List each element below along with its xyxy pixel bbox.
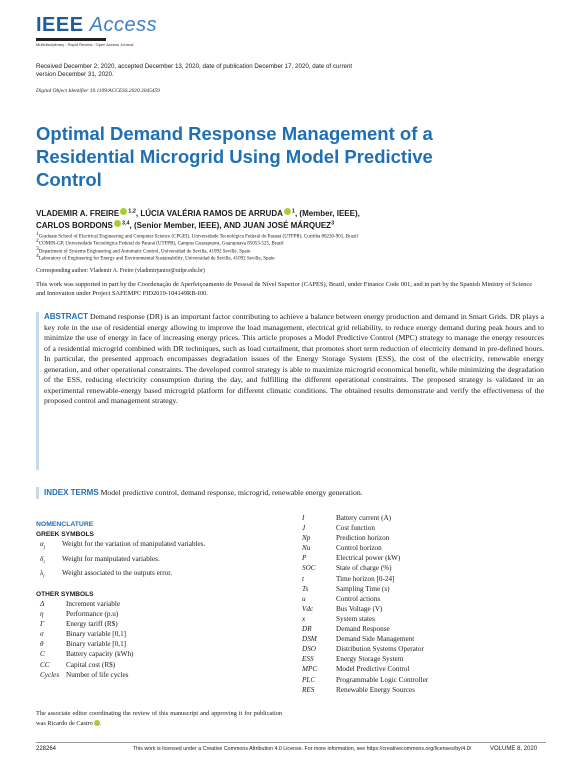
author-name: VLADEMIR A. FREIRE: [36, 209, 120, 218]
symbol-row: [40, 639, 133, 649]
author-name: CARLOS BORDONS: [36, 221, 113, 230]
symbol: ESS: [302, 655, 314, 664]
greek-symbol-list: [40, 539, 205, 583]
symbol: $\lambda_i$: [40, 569, 45, 580]
orcid-icon[interactable]: [284, 208, 291, 215]
author-affil-sup: 1,2: [128, 208, 136, 215]
index-terms-heading: INDEX TERMS: [44, 488, 99, 497]
editor-note: The associate editor coordinating the review of this manuscript and approving it for publication was Ricardo de Castro .: [36, 710, 282, 727]
symbol-row: [40, 609, 133, 619]
doi-line[interactable]: Digital Object Identifier 10.1109/ACCESS.2020.3045459: [36, 88, 160, 94]
symbol-description: Sampling Time (s): [336, 584, 390, 593]
symbol-row: [40, 568, 205, 583]
symbol-row: [302, 604, 428, 614]
symbol: t: [302, 574, 304, 583]
symbol-row: [40, 670, 133, 680]
symbol-row: [302, 543, 428, 553]
journal-logo: [36, 14, 157, 37]
abstract-accent-bar: [36, 312, 39, 470]
symbol-description: Time horizon [0-24]: [336, 574, 395, 583]
symbol: Nu: [302, 544, 311, 553]
symbol: J: [302, 524, 306, 533]
author-affil-sup: 3: [331, 220, 335, 227]
right-symbol-list: [302, 513, 428, 695]
symbol-description: Control horizon: [336, 544, 382, 553]
nomenclature-heading: NOMENCLATURE: [36, 521, 94, 528]
symbol-row: [302, 594, 428, 604]
symbol-row: [40, 649, 133, 659]
logo-underline: [36, 38, 106, 41]
logo-accent-text: Access: [89, 14, 158, 36]
symbol-row: [302, 654, 428, 664]
abstract: [44, 312, 544, 407]
symbol: P: [302, 554, 307, 563]
symbol: I: [302, 514, 305, 522]
symbol-description: Model Predictive Control: [336, 665, 410, 674]
symbol: Δ: [40, 600, 45, 608]
symbol: $\delta_i$: [40, 554, 45, 565]
other-symbols-heading: OTHER SYMBOLS: [36, 591, 94, 598]
author-affil-sup: 3,4: [121, 220, 130, 227]
symbol-description: Demand Response: [336, 625, 390, 634]
symbol: u: [302, 594, 306, 603]
symbol-description: Renewable Energy Sources: [336, 685, 415, 694]
symbol-row: [302, 553, 428, 563]
symbol-description: Performance (p.u): [66, 610, 119, 619]
symbol-description: Demand Side Management: [336, 635, 415, 644]
symbol: $\alpha_j$: [40, 540, 46, 551]
symbol-row: [40, 554, 205, 569]
symbol-description: Weight for manipulated variables.: [62, 554, 160, 563]
symbol-description: Energy tariff (R$): [66, 620, 118, 629]
symbol-row: [302, 664, 428, 674]
publication-dates: Received December 2, 2020, accepted December 13, 2020, date of publication December 17, 2020, date of current version December 31, 2020.: [36, 63, 353, 79]
affiliation: $^2$COMIN-GP, Universidade Tecnológica Federal do Paraná (UTFPR), Campus Guarapuava, Guarapuava 85053-525, Brazil: [36, 238, 284, 247]
author-role: , (Member, IEEE),: [294, 209, 360, 218]
index-terms-text: Model predictive control, demand response, microgrid, renewable energy generation.: [100, 488, 363, 497]
orcid-icon[interactable]: [94, 720, 100, 726]
symbol-description: Programmable Logic Controller: [336, 675, 429, 684]
symbol: Ts: [302, 584, 309, 593]
symbol-description: Bus Voltage (V): [336, 604, 383, 613]
symbol-description: Binary variable [0,1]: [66, 630, 127, 639]
symbol: σ: [40, 630, 44, 639]
symbol-row: [302, 675, 428, 685]
symbol: Γ: [40, 620, 45, 629]
symbol-description: State of charge (%): [336, 564, 392, 573]
symbol-row: [302, 574, 428, 584]
symbol: Vdc: [302, 604, 314, 613]
logo-tagline: Multidisciplinary : Rapid Review : Open Access Journal: [36, 42, 134, 47]
symbol-row: [302, 563, 428, 573]
symbol-description: Battery capacity (kWh): [66, 650, 134, 659]
symbol-row: [302, 614, 428, 624]
symbol-row: [40, 619, 133, 629]
symbol-description: Energy Storage System: [336, 655, 404, 664]
symbol: DSM: [302, 635, 317, 644]
symbol: CC: [40, 660, 50, 669]
abstract-text: Demand response (DR) is an important factor contributing to achieve a balance between energy production and demand in Smart Grids. DR plays a key role in the use of residential energy allowing to improve the load management, electrical grid reliability, to reduce energy demand during peak hours and to minimize the use of energy in face of increasing energy prices. This article proposes a Model Predictive Control (MPC) strategy to manage the energy resources of a residential microgrid combined with DR techniques, such as load curtailment, that promotes short term reduction of electricity demand in pre-defined hours. In particular, the presented approach encompasses degradation issues of the Energy Storage System (ESS), the cost of the electricity, renewable energy generation, and other operational constraints. The developed control strategy is able to maximize microgrid economical benefit, while minimizing the degradation of the ESS, reducing electricity consumption during the day, and fulfilling the different operational constraints. The proposed strategy is validated in an experimental renewable-energy based microgrid platform for different climatic conditions. The obtained results demonstrate and verify the effectiveness of the proposed control and management strategy.: [44, 312, 544, 405]
funding-statement: This work was supported in part by the Coordenação de Aperfeiçoamento de Pessoal de Nível Superior (CAPES), Brazil, under Finance Code 001, and in part by the Spanish Ministry of Science and Innovation under Project SAFEMPC PID2019-104149RB-I00.: [36, 281, 533, 297]
symbol-description: Battery current (A): [336, 514, 392, 522]
affiliation: $^3$Department of Systems Engineering and Automatic Control, Universidad de Sevilla, 41092 Seville, Spain: [36, 245, 251, 255]
author-affil-sup: 1: [291, 208, 295, 215]
symbol-row: [40, 660, 133, 670]
symbol: η: [40, 610, 44, 619]
symbol: PLC: [302, 675, 316, 684]
affiliation: $^1$Graduate School of Electrical Engineering and Computer Science (CPGEI), Universidade Tecnológica Federal do Paraná (UTFPR), Curitiba 80230-901, Brazil: [36, 231, 358, 240]
other-symbol-list: [40, 599, 133, 680]
affiliations: [36, 231, 546, 263]
license-notice[interactable]: This work is licensed under a Creative Commons Attribution 4.0 License. For more information, see https://creativecommons.org/licenses/by/4.0/: [132, 746, 472, 752]
symbol: Cycles: [40, 670, 60, 679]
logo-main-text: IEEE: [36, 14, 84, 36]
footer-divider: [36, 742, 546, 743]
author-name: , LÚCIA VALÉRIA RAMOS DE ARRUDA: [135, 209, 283, 218]
symbol-description: Control actions: [336, 594, 381, 603]
affiliation: $^4$Laboratory of Engineering for Energy and Environmental Sustainability, Universidad de Sevilla, 41092 Seville, Spain: [36, 252, 275, 262]
symbol: RES: [302, 685, 315, 694]
symbol-row: [40, 629, 133, 639]
symbol-row: [302, 624, 428, 634]
author-name: , (Senior Member, IEEE), AND JUAN JOSÉ MÁRQUEZ: [129, 221, 332, 230]
symbol-row: [302, 523, 428, 533]
orcid-icon[interactable]: [120, 208, 127, 215]
symbol: x: [302, 614, 306, 623]
symbol-description: System states: [336, 614, 375, 623]
symbol: Np: [302, 534, 311, 543]
paper-title: Optimal Demand Response Management of a Residential Microgrid Using Model Predictive Control: [36, 123, 433, 190]
index-terms: [44, 488, 544, 497]
symbol-description: Weight associated to the outputs error.: [62, 569, 173, 578]
symbol-description: Weight for the variation of manipulated variables.: [62, 540, 206, 548]
symbol-description: Number of life cycles: [66, 670, 129, 679]
symbol-description: Cost function: [336, 524, 375, 533]
symbol-row: [302, 634, 428, 644]
symbol-description: Increment variable: [66, 600, 121, 608]
symbol-row: [302, 644, 428, 654]
symbol-description: Distribution Systems Operator: [336, 645, 424, 654]
symbol: θ: [40, 640, 44, 649]
symbol: DR: [302, 625, 312, 634]
index-accent-bar: [36, 487, 39, 499]
symbol-row: [302, 685, 428, 695]
symbol-description: Binary variable [0,1]: [66, 640, 127, 649]
symbol: DSO: [302, 645, 316, 654]
orcid-icon[interactable]: [114, 220, 121, 227]
symbol: C: [40, 650, 45, 659]
symbol-row: [40, 539, 205, 554]
symbol-description: Prediction horizon: [336, 534, 390, 543]
volume-label: VOLUME 8, 2020: [490, 746, 538, 752]
corresponding-author: Corresponding author: Vlademir A. Freire (vladimirjunior@utfpr.edu.br): [36, 268, 205, 274]
page-number: 228264: [36, 746, 57, 752]
symbol-row: [302, 584, 428, 594]
abstract-heading: ABSTRACT: [44, 312, 88, 321]
symbol: MPC: [302, 665, 318, 674]
symbol-row: [40, 599, 133, 609]
symbol: SOC: [302, 564, 316, 573]
symbol-description: Electrical power (kW): [336, 554, 401, 563]
greek-symbols-heading: GREEK SYMBOLS: [36, 531, 94, 538]
symbol-description: Capital cost (R$): [66, 660, 116, 669]
author-list: [36, 208, 506, 232]
editor-note-text: The associate editor coordinating the review of this manuscript and approving it for publication was Ricardo de Castro: [36, 710, 282, 727]
symbol-row: [302, 533, 428, 543]
symbol-row: [302, 513, 428, 523]
